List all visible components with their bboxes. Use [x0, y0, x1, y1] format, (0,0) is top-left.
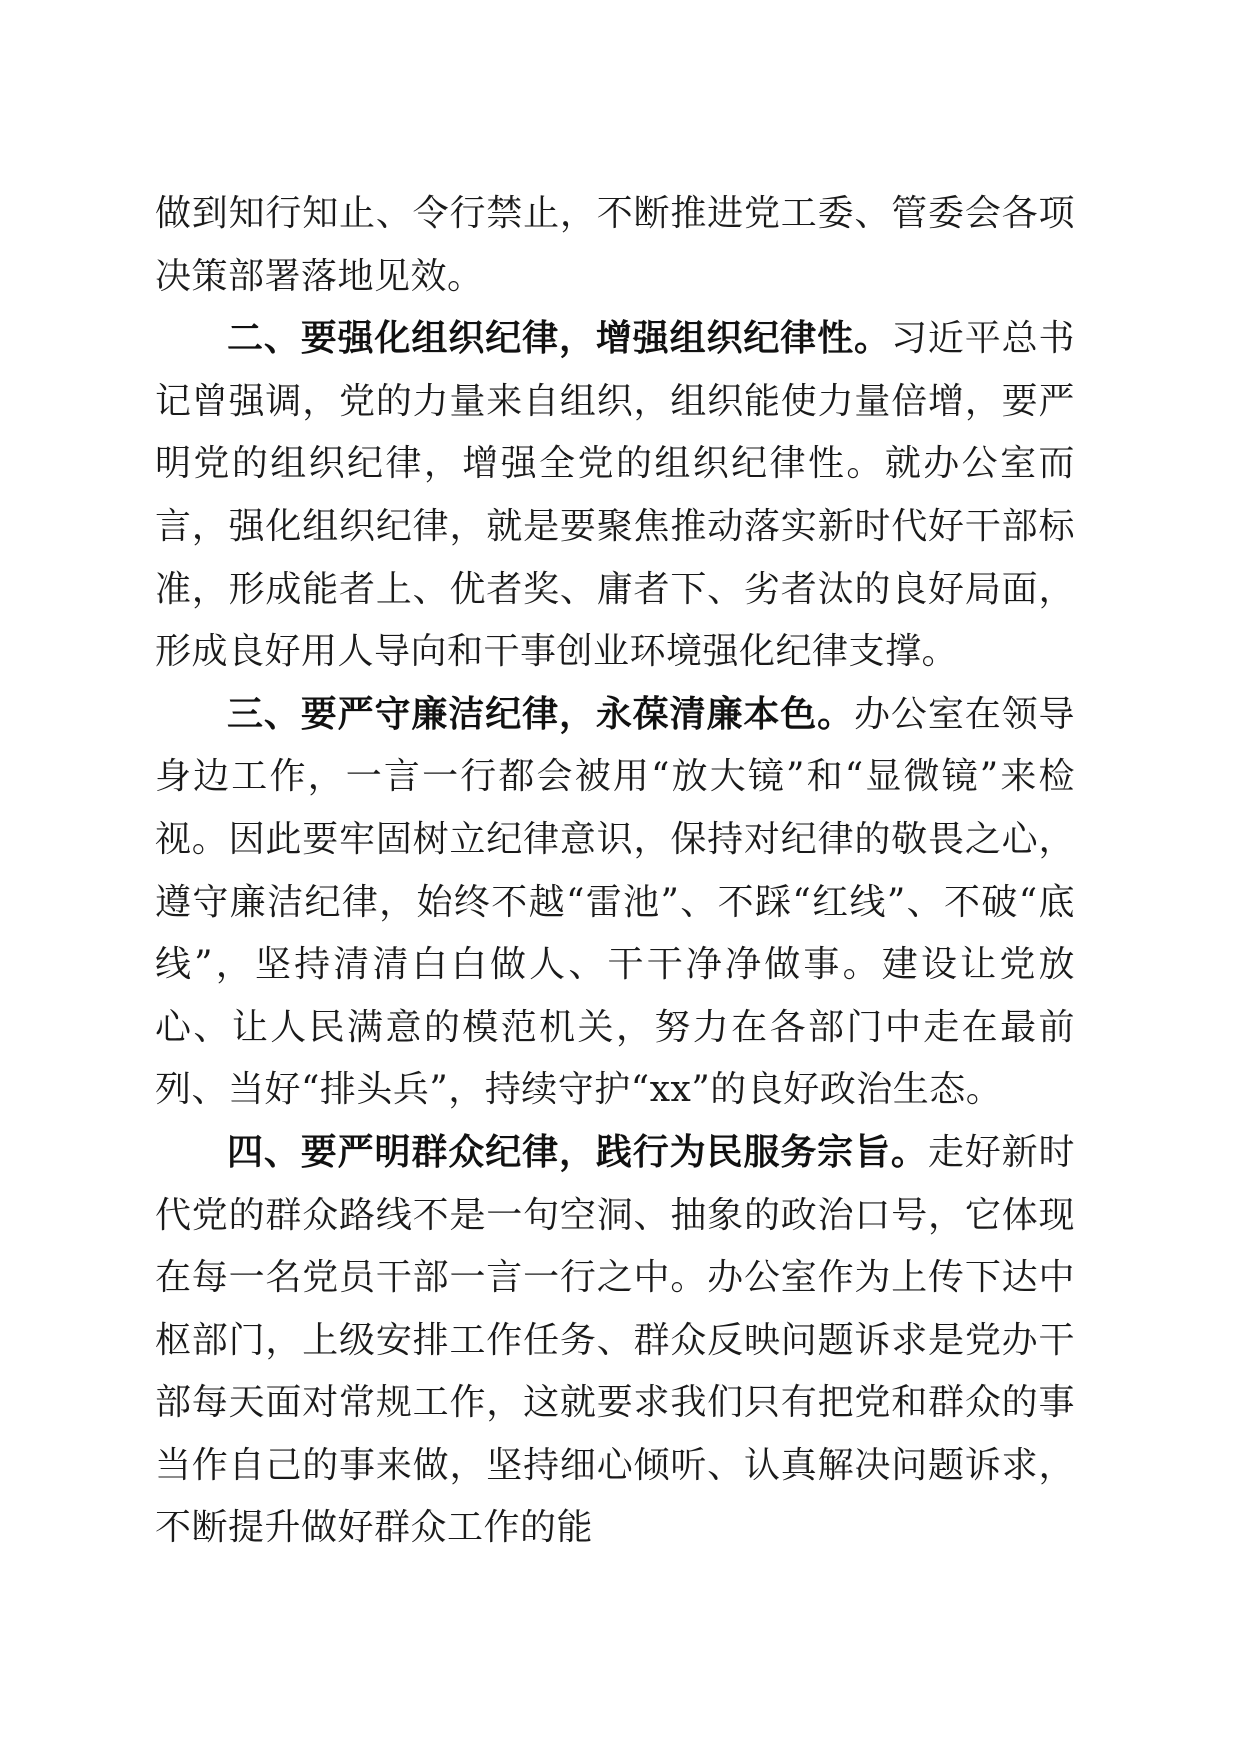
paragraph-text: 习近平总书记曾强调，党的力量来自组织，组织能使力量倍增，要严明党的组织纪律，增强全党的组织纪律性。就办公室而言，强化组织纪律，就是要聚焦推动落实新时代好干部标准，形成能者上、优者奖、庸者下、劣者汰的良好局面，形成良好用人导向和干事创业环境强化纪律支撑。: [155, 318, 1075, 673]
paragraph-continuation: [155, 183, 1075, 308]
paragraph-text: 做到知行知止、令行禁止，不断推进党工委、管委会各项决策部署落地见效。: [155, 193, 1075, 297]
paragraph-organizational-discipline: [155, 308, 1075, 684]
section-heading: 二、要强化组织纪律，增强组织纪律性。: [227, 318, 891, 360]
paragraph-text: 走好新时代党的群众路线不是一句空洞、抽象的政治口号，它体现在每一名党员干部一言一行之中。办公室作为上传下达中枢部门，上级安排工作任务、群众反映问题诉求是党办干部每天面对常规工作，这就要求我们只有把党和群众的事当作自己的事来做，坚持细心倾听、认真解决问题诉求，不断提升做好群众工作的能: [155, 1131, 1075, 1549]
document-body: [155, 183, 1075, 1560]
section-heading: 四、要严明群众纪律，践行为民服务宗旨。: [227, 1131, 928, 1173]
section-heading: 三、要严守廉洁纪律，永葆清廉本色。: [227, 693, 855, 735]
paragraph-integrity-discipline: [155, 684, 1075, 1122]
paragraph-text: 办公室在领导身边工作，一言一行都会被用“放大镜”和“显微镜”来检视。因此要牢固树立纪律意识，保持对纪律的敬畏之心，遵守廉洁纪律，始终不越“雷池”、不踩“红线”、不破“底线”，坚持清清白白做人、干干净净做事。建设让党放心、让人民满意的模范机关，努力在各部门中走在最前列、当好“排头兵”，持续守护“xx”的良好政治生态。: [155, 693, 1075, 1111]
paragraph-mass-discipline: [155, 1122, 1075, 1560]
